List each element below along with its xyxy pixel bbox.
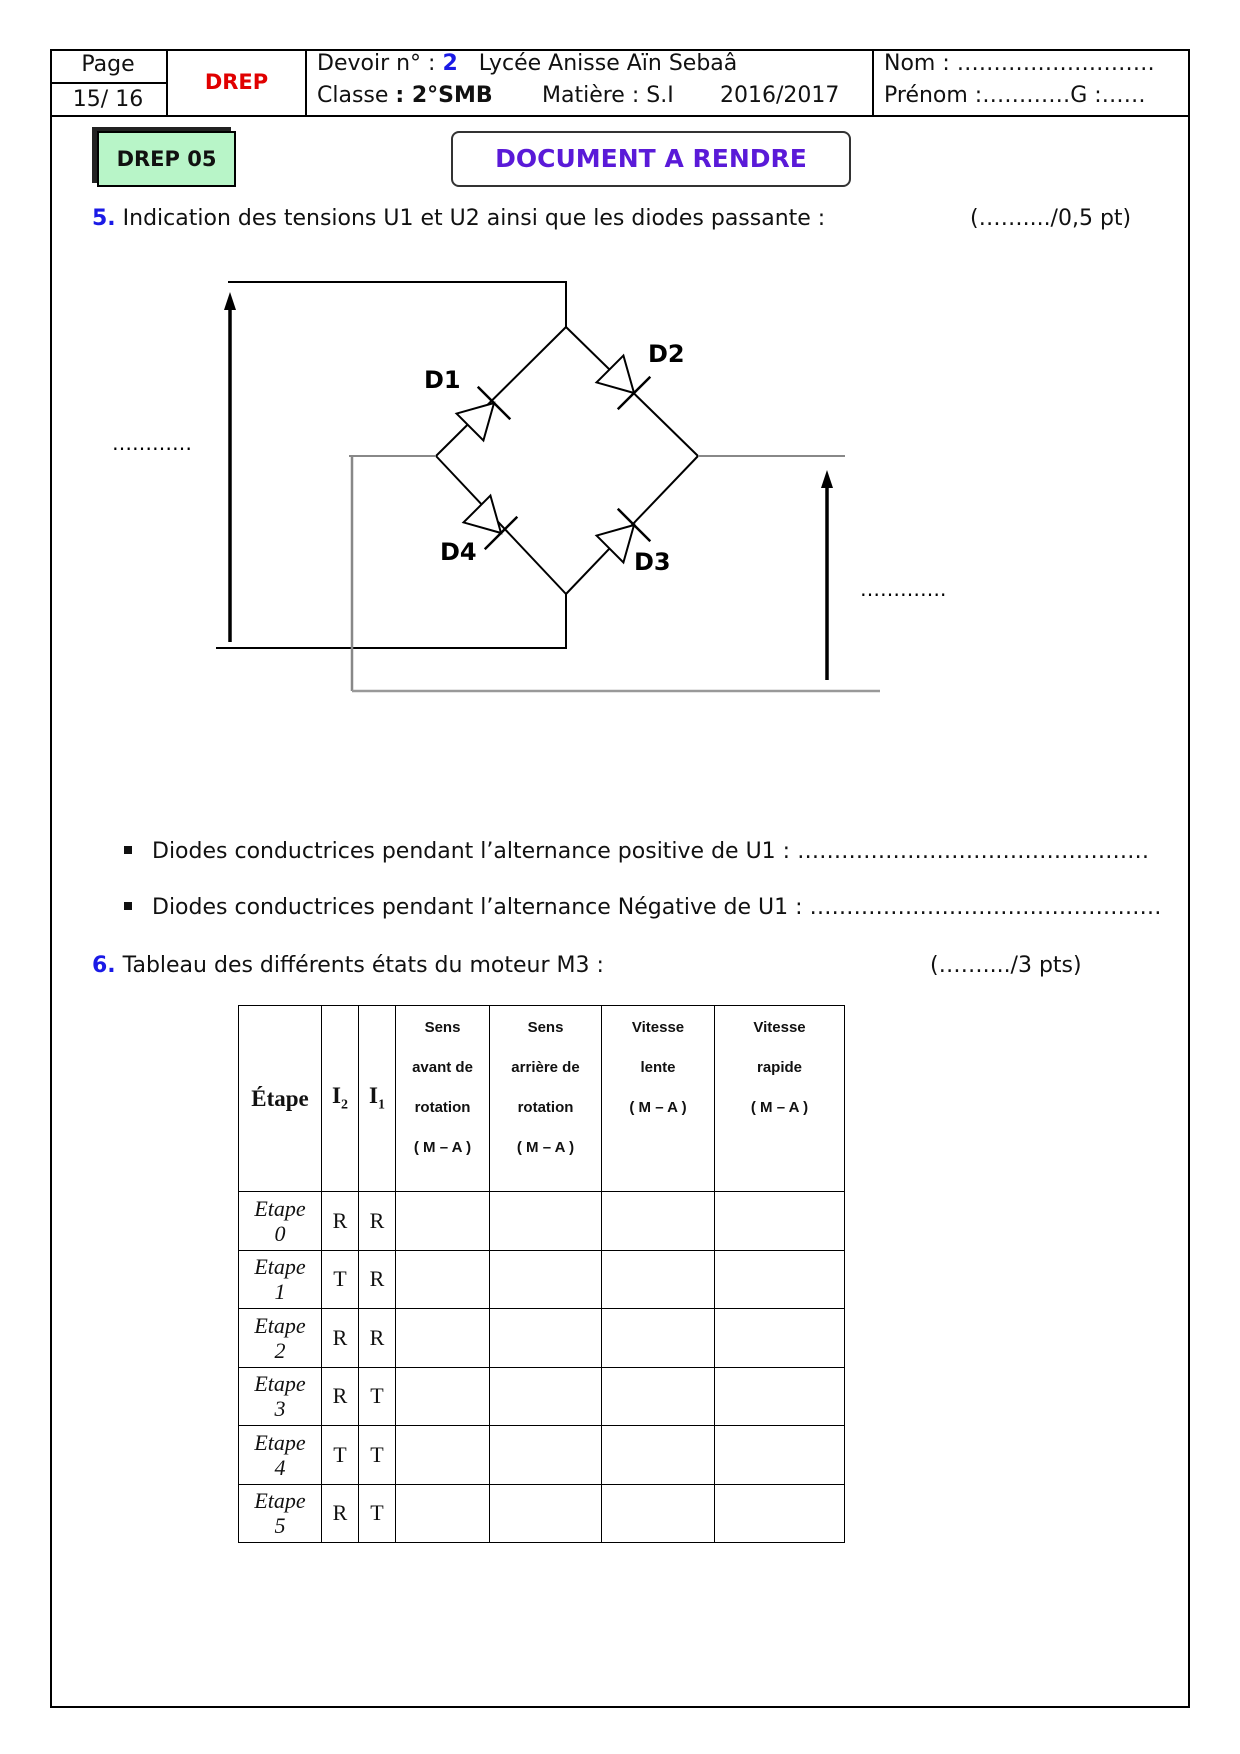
etape-number: 1 [274,1279,286,1305]
col-i1-letter: I [369,1083,378,1109]
question-6-text: Tableau des différents états du moteur M3 : [115,953,604,978]
col-i2-letter: I [332,1083,341,1109]
col-sens-arriere-l3: rotation [517,1099,574,1116]
table-row [239,1484,845,1543]
col-sens-avant [396,1006,490,1192]
document-title: DOCUMENT A RENDRE [451,131,851,187]
col-sens-avant-l1: Sens [424,1019,461,1036]
etape-label: Etape [254,1488,306,1514]
i2-cell: T [322,1250,359,1309]
question-6 [92,953,604,978]
sens-avant-answer[interactable] [396,1426,490,1485]
etape-number: 0 [274,1220,286,1246]
circuit-wires [216,282,880,691]
col-i2-sub: 2 [340,1097,348,1113]
col-i1 [359,1006,396,1192]
i2-cell: T [322,1426,359,1485]
col-sens-arriere-l2: arrière de [511,1059,580,1076]
col-i1-sub: 1 [377,1097,385,1113]
question-5-text: Indication des tensions U1 et U2 ainsi que les diodes passante : [115,206,826,231]
i1-cell: R [359,1309,396,1368]
vitesse-rapide-answer[interactable] [715,1426,845,1485]
table-row [239,1309,845,1368]
sens-avant-answer[interactable] [396,1484,490,1543]
vitesse-rapide-answer[interactable] [715,1367,845,1426]
bullet-positive [124,839,1149,864]
etape-cell [239,1250,322,1309]
diode-bridge-circuit [0,230,1240,710]
bullet-square-icon [124,846,132,854]
col-sens-avant-l2: avant de [412,1059,473,1076]
col-vitesse-lente [602,1006,715,1192]
etape-cell [239,1367,322,1426]
classe-label: Classe [317,83,396,108]
prenom-field[interactable]: Prénom :…………G :…… [884,83,1146,108]
vitesse-lente-answer[interactable] [602,1426,715,1485]
vitesse-rapide-answer[interactable] [715,1309,845,1368]
etape-label: Etape [254,1371,306,1397]
header [50,49,1190,117]
sens-arriere-answer[interactable] [490,1367,602,1426]
col-sens-arriere [490,1006,602,1192]
col-sens-avant-l4: ( M – A ) [413,1139,472,1156]
etape-label: Etape [254,1254,306,1280]
motor-states-table [238,1005,845,1543]
col-vitesse-rapide [715,1006,845,1192]
sens-arriere-answer[interactable] [490,1192,602,1251]
col-vitesse-lente-l3: ( M – A ) [629,1099,687,1116]
devoir-number: 2 [442,51,458,76]
table-row [239,1367,845,1426]
school-name: Lycée Anisse Aïn Sebaâ [478,51,738,76]
sens-avant-answer[interactable] [396,1309,490,1368]
etape-cell [239,1484,322,1543]
col-vitesse-lente-l2: lente [640,1059,676,1076]
etape-cell [239,1309,322,1368]
question-5 [92,206,825,231]
col-sens-arriere-l1: Sens [527,1019,564,1036]
bullet-negative [124,895,1162,920]
label-d3: D3 [634,548,671,576]
sens-avant-answer[interactable] [396,1250,490,1309]
col-sens-avant-l3: rotation [414,1099,471,1116]
table-row [239,1426,845,1485]
i2-cell: R [322,1309,359,1368]
drep-tag: DREP 05 [97,131,236,187]
label-d2: D2 [648,340,685,368]
matiere: Matière : S.I [542,83,674,108]
etape-number: 2 [274,1337,286,1363]
i2-cell: R [322,1367,359,1426]
question-5-number: 5. [92,206,116,231]
diode-d1 [454,387,511,444]
vitesse-lente-answer[interactable] [602,1250,715,1309]
i1-cell: T [359,1367,396,1426]
devoir-cell [307,49,874,117]
i1-cell: T [359,1484,396,1543]
bullet-positive-text[interactable]: Diodes conductrices pendant l’alternance positive de U1 : ………………………………………… [152,839,1150,864]
col-vitesse-rapide-l3: ( M – A ) [750,1099,809,1116]
sens-arriere-answer[interactable] [490,1250,602,1309]
vitesse-rapide-answer[interactable] [715,1250,845,1309]
etape-number: 3 [274,1396,286,1422]
etape-number: 4 [274,1454,286,1480]
nom-field[interactable]: Nom : ……………………… [884,51,1155,76]
col-sens-arriere-l4: ( M – A ) [516,1139,575,1156]
i1-cell: T [359,1426,396,1485]
bullet-square-icon [124,902,132,910]
i1-cell: R [359,1192,396,1251]
bullet-negative-text[interactable]: Diodes conductrices pendant l’alternance Négative de U1 : ………………………………………… [152,895,1162,920]
page-number: 15/ 16 [72,87,144,112]
etape-label: Etape [254,1429,306,1455]
sens-arriere-answer[interactable] [490,1484,602,1543]
question-6-number: 6. [92,953,116,978]
i2-cell: R [322,1484,359,1543]
vitesse-lente-answer[interactable] [602,1192,715,1251]
sens-arriere-answer[interactable] [490,1426,602,1485]
u2-blank[interactable]: …………. [860,577,947,601]
etape-label: Etape [254,1195,306,1221]
col-i2 [322,1006,359,1192]
classe-value: : 2°SMB [395,83,493,108]
school-year: 2016/2017 [720,83,840,108]
page-label: Page [50,49,166,84]
vitesse-lente-answer[interactable] [602,1484,715,1543]
table-row [239,1250,845,1309]
etape-number: 5 [274,1513,286,1539]
sens-arriere-answer[interactable] [490,1309,602,1368]
sens-avant-answer[interactable] [396,1367,490,1426]
col-vitesse-rapide-l1: Vitesse [753,1019,806,1036]
i1-cell: R [359,1250,396,1309]
label-d1: D1 [424,366,461,394]
voltage-arrow-u2 [821,470,833,680]
drep-code: DREP [168,49,307,117]
table-row [239,1192,845,1251]
vitesse-rapide-answer[interactable] [715,1484,845,1543]
etape-cell [239,1192,322,1251]
vitesse-rapide-answer[interactable] [715,1192,845,1251]
page-cell [50,49,168,117]
u1-blank[interactable]: ………… [112,431,192,455]
col-vitesse-lente-l1: Vitesse [631,1019,685,1036]
student-cell [874,49,1190,117]
voltage-arrow-u1 [224,292,236,642]
table-header-row [239,1006,845,1192]
devoir-label: Devoir n° : [317,51,443,76]
sens-avant-answer[interactable] [396,1192,490,1251]
etape-label: Etape [254,1312,306,1338]
vitesse-lente-answer[interactable] [602,1309,715,1368]
i2-cell: R [322,1192,359,1251]
col-etape: Étape [239,1006,322,1192]
vitesse-lente-answer[interactable] [602,1367,715,1426]
question-5-points: (……..../0,5 pt) [970,206,1132,231]
question-6-points: (……..../3 pts) [930,953,1082,978]
col-vitesse-rapide-l2: rapide [756,1059,802,1076]
etape-cell [239,1426,322,1485]
label-d4: D4 [440,538,477,566]
